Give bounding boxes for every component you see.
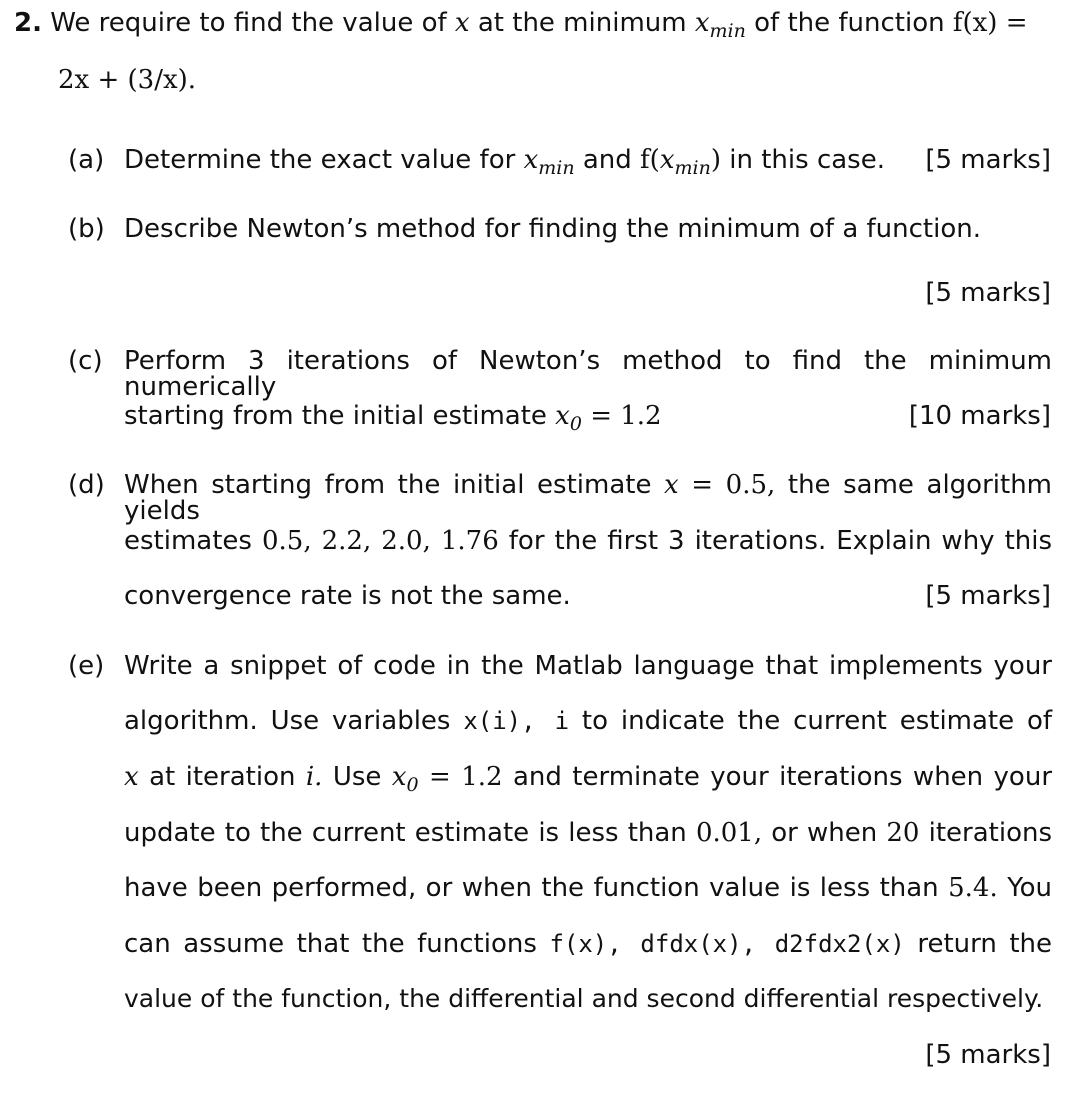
part-b-label: (b) bbox=[68, 214, 105, 244]
var-x: x bbox=[454, 8, 470, 38]
part-e-line-6: can assume that the functions f(x), dfdx(x), d2fdx2(x) return the bbox=[124, 929, 1053, 959]
question-intro-line-1 bbox=[14, 8, 1028, 42]
question-number: 2. bbox=[14, 8, 42, 38]
question-intro-line-2: 2x + (3/x). bbox=[58, 65, 197, 95]
part-d-line-2: estimates 0.5, 2.2, 2.0, 1.76 for the first 3 iterations. Explain why this bbox=[124, 526, 1053, 556]
intro-text-2: at the minimum bbox=[477, 8, 687, 38]
part-e-line-3: x at iteration i. Use $x_0 = 1.2$ and terminate your iterations when your bbox=[124, 762, 1053, 796]
part-e-label: (e) bbox=[68, 651, 105, 681]
part-c-line-2: starting from the initial estimate $x_0 = 1.2$ bbox=[124, 401, 662, 435]
part-a-marks: [5 marks] bbox=[925, 145, 1051, 175]
part-e-line-2: algorithm. Use variables x(i), i to indicate the current estimate of bbox=[124, 706, 1053, 736]
part-e-marks: [5 marks] bbox=[925, 1040, 1051, 1070]
part-c-marks: [10 marks] bbox=[908, 401, 1051, 431]
part-d-line-1: When starting from the initial estimate x = 0.5, the same algorithm yields bbox=[124, 470, 1052, 526]
part-d-line-3: convergence rate is not the same. bbox=[124, 581, 571, 611]
part-d-label: (d) bbox=[68, 470, 105, 500]
part-a-text: Determine the exact value for $x_{min}$ and $f(x_{min})$ in this case. bbox=[124, 145, 885, 179]
part-c-label: (c) bbox=[68, 346, 103, 376]
part-b-text: Describe Newton’s method for finding the minimum of a function. bbox=[124, 214, 981, 244]
part-d-marks: [5 marks] bbox=[925, 581, 1051, 611]
part-b-marks: [5 marks] bbox=[925, 278, 1051, 308]
part-e-line-7: value of the function, the differential and second differential respectively. bbox=[124, 984, 1044, 1013]
part-e-line-1: Write a snippet of code in the Matlab language that implements your bbox=[124, 651, 1052, 681]
part-e-line-5: have been performed, or when the function value is less than 5.4. You bbox=[124, 873, 1053, 903]
function-f-of-x: f(x) = bbox=[952, 8, 1028, 38]
part-c-line-1: Perform 3 iterations of Newton’s method to find the minimum numerically bbox=[124, 346, 1052, 402]
part-a-label: (a) bbox=[68, 145, 105, 175]
part-e-line-4: update to the current estimate is less than 0.01, or when 20 iterations bbox=[124, 818, 1053, 848]
var-xmin: $x_{min}$ bbox=[694, 8, 746, 42]
intro-text-3: of the function bbox=[754, 8, 945, 38]
intro-text: We require to find the value of bbox=[50, 8, 447, 38]
